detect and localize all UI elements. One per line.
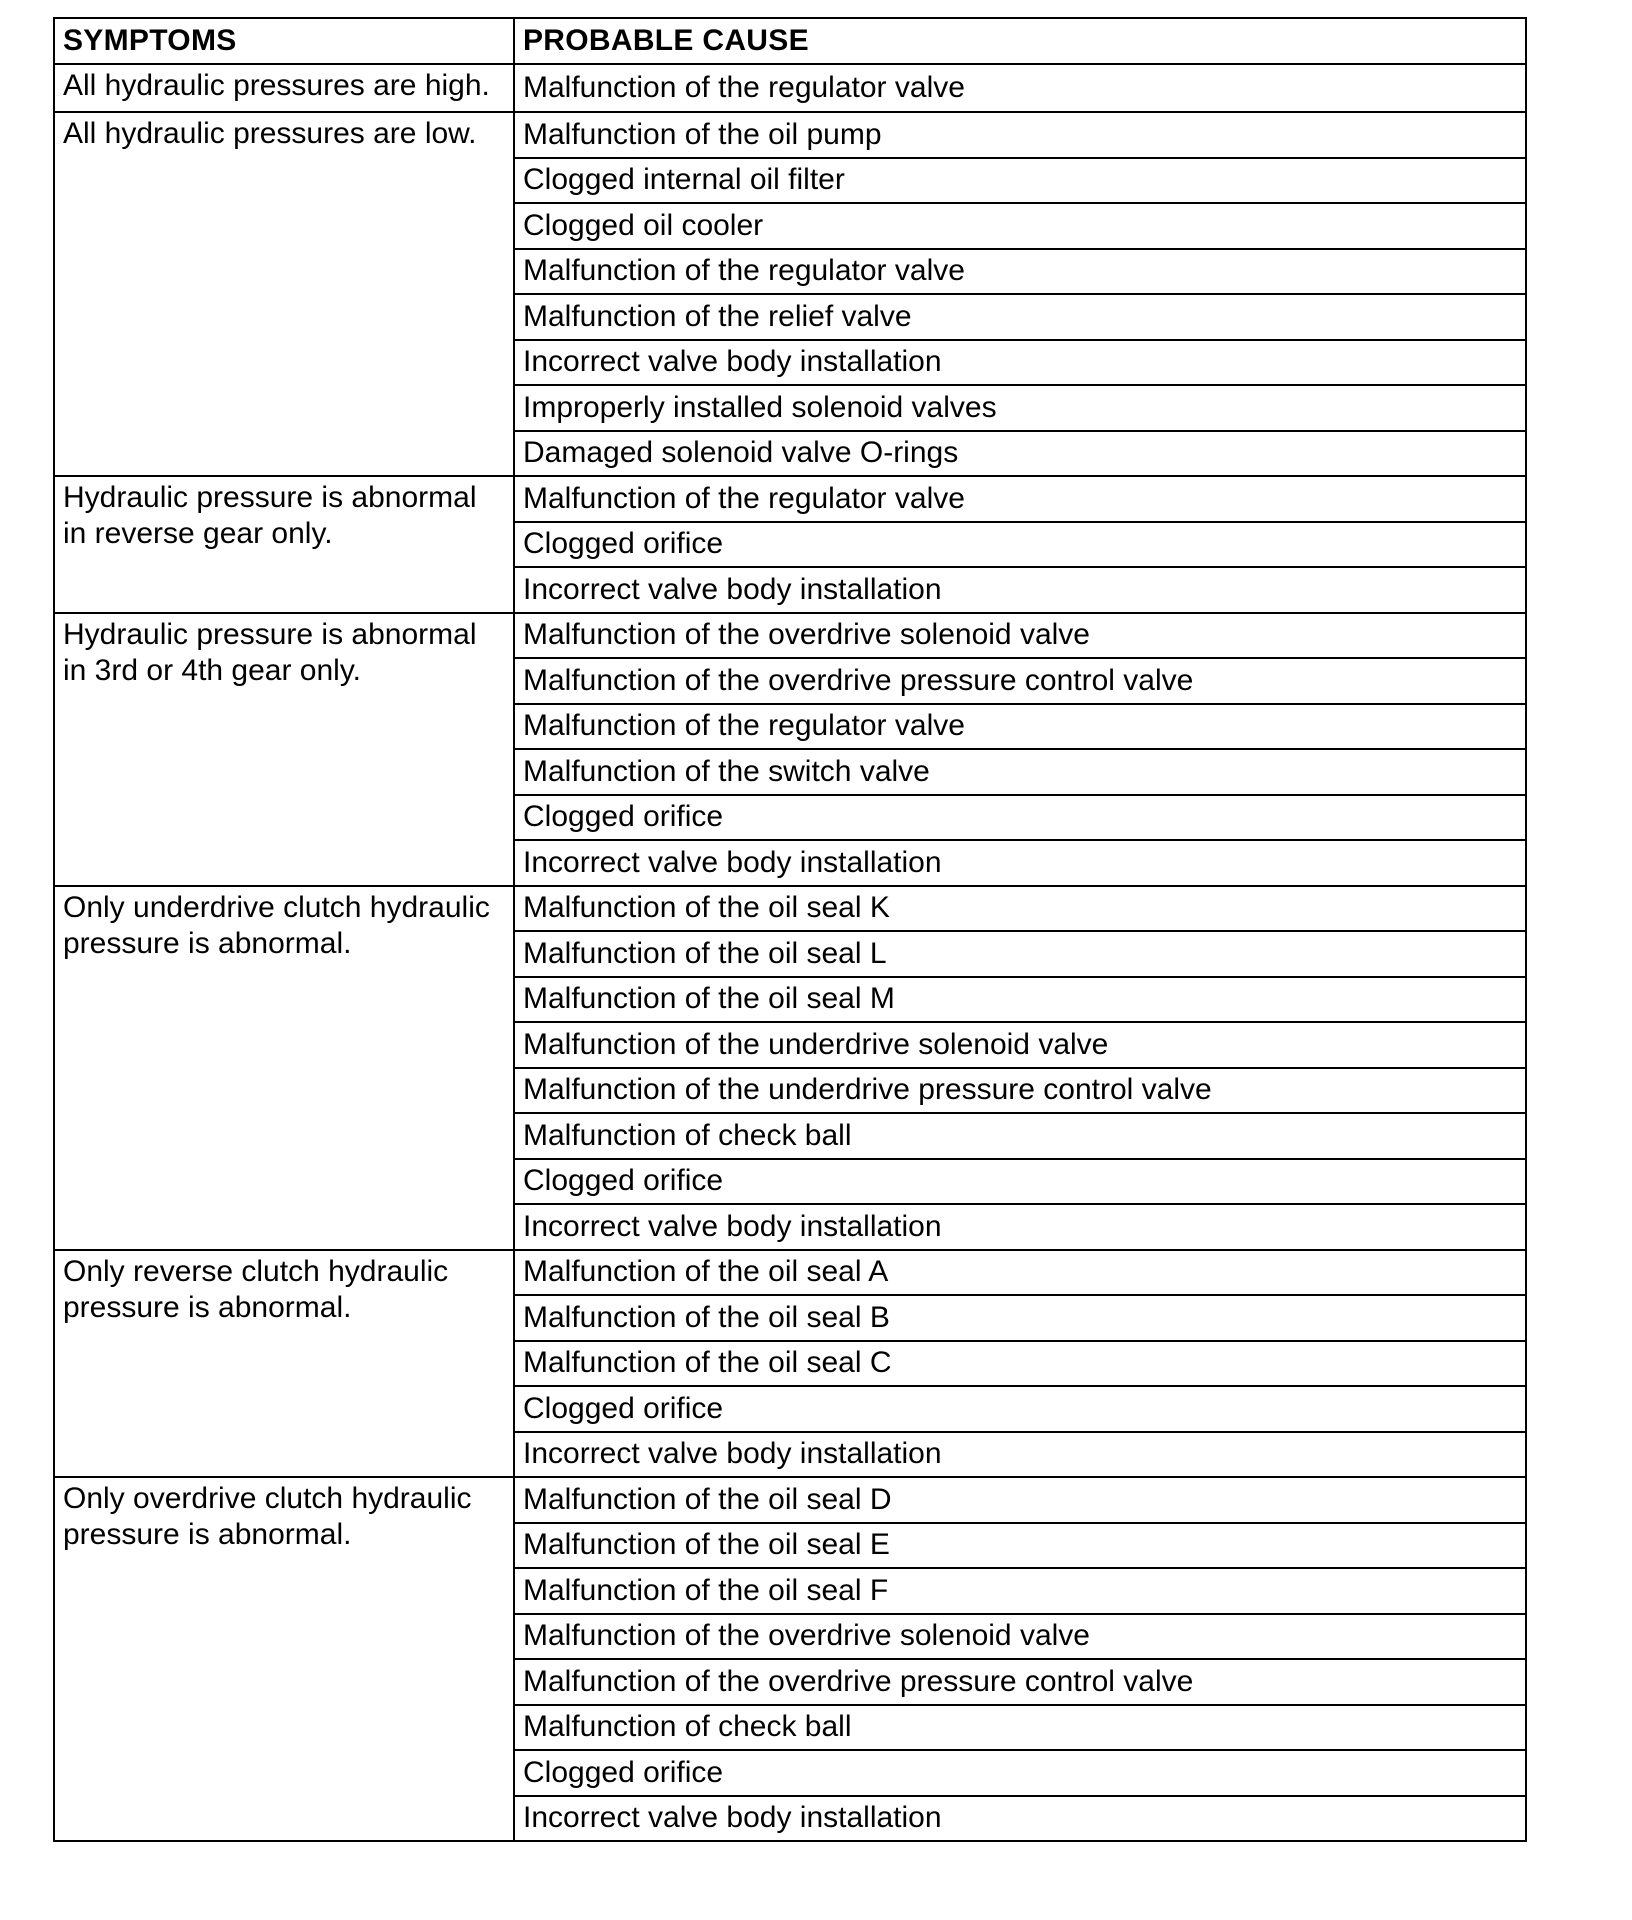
probable-cause-cell: Malfunction of the oil seal K	[514, 886, 1526, 932]
probable-cause-cell: Malfunction of the regulator valve	[514, 704, 1526, 750]
symptoms-causes-table	[53, 17, 1527, 1842]
symptom-cell: Only reverse clutch hydraulic pressure is abnormal.	[54, 1250, 514, 1478]
probable-cause-cell: Malfunction of the regulator valve	[514, 476, 1526, 522]
symptom-cell: All hydraulic pressures are high.	[54, 64, 514, 113]
probable-cause-cell: Malfunction of the oil pump	[514, 112, 1526, 158]
symptom-cell: All hydraulic pressures are low.	[54, 112, 514, 476]
probable-cause-cell: Clogged oil cooler	[514, 203, 1526, 249]
table-row	[54, 64, 1526, 113]
probable-cause-cell: Malfunction of the oil seal F	[514, 1568, 1526, 1614]
table-row	[54, 613, 1526, 659]
probable-cause-cell: Incorrect valve body installation	[514, 340, 1526, 386]
probable-cause-cell: Clogged internal oil filter	[514, 158, 1526, 204]
probable-cause-cell: Malfunction of the overdrive solenoid valve	[514, 1614, 1526, 1660]
probable-cause-cell: Clogged orifice	[514, 795, 1526, 841]
table-row	[54, 1477, 1526, 1523]
header-probable-cause: PROBABLE CAUSE	[514, 18, 1526, 64]
probable-cause-cell: Malfunction of the regulator valve	[514, 64, 1526, 113]
table-row	[54, 476, 1526, 522]
probable-cause-cell: Improperly installed solenoid valves	[514, 385, 1526, 431]
probable-cause-cell: Malfunction of the oil seal A	[514, 1250, 1526, 1296]
probable-cause-cell: Malfunction of the oil seal D	[514, 1477, 1526, 1523]
header-symptoms: SYMPTOMS	[54, 18, 514, 64]
probable-cause-cell: Malfunction of the oil seal B	[514, 1295, 1526, 1341]
probable-cause-cell: Clogged orifice	[514, 1159, 1526, 1205]
probable-cause-cell: Clogged orifice	[514, 522, 1526, 568]
table-body	[54, 64, 1526, 1842]
symptom-cell: Only overdrive clutch hydraulic pressure is abnormal.	[54, 1477, 514, 1841]
probable-cause-cell: Malfunction of check ball	[514, 1705, 1526, 1751]
probable-cause-cell: Incorrect valve body installation	[514, 1204, 1526, 1250]
probable-cause-cell: Malfunction of the oil seal C	[514, 1341, 1526, 1387]
probable-cause-cell: Incorrect valve body installation	[514, 1432, 1526, 1478]
probable-cause-cell: Malfunction of the relief valve	[514, 294, 1526, 340]
probable-cause-cell: Malfunction of the regulator valve	[514, 249, 1526, 295]
probable-cause-cell: Damaged solenoid valve O-rings	[514, 431, 1526, 477]
table-row	[54, 112, 1526, 158]
probable-cause-cell: Malfunction of the overdrive solenoid valve	[514, 613, 1526, 659]
probable-cause-cell: Malfunction of the overdrive pressure control valve	[514, 658, 1526, 704]
probable-cause-cell: Incorrect valve body installation	[514, 567, 1526, 613]
probable-cause-cell: Malfunction of the oil seal M	[514, 977, 1526, 1023]
probable-cause-cell: Clogged orifice	[514, 1750, 1526, 1796]
header-row	[54, 18, 1526, 64]
symptom-cell: Only underdrive clutch hydraulic pressure is abnormal.	[54, 886, 514, 1250]
table-row	[54, 1250, 1526, 1296]
table-row	[54, 886, 1526, 932]
probable-cause-cell: Incorrect valve body installation	[514, 1796, 1526, 1842]
symptom-cell: Hydraulic pressure is abnormal in reverse gear only.	[54, 476, 514, 613]
probable-cause-cell: Incorrect valve body installation	[514, 840, 1526, 886]
probable-cause-cell: Malfunction of check ball	[514, 1113, 1526, 1159]
symptom-cell: Hydraulic pressure is abnormal in 3rd or 4th gear only.	[54, 613, 514, 886]
probable-cause-cell: Malfunction of the oil seal L	[514, 931, 1526, 977]
probable-cause-cell: Malfunction of the underdrive pressure control valve	[514, 1068, 1526, 1114]
probable-cause-cell: Malfunction of the switch valve	[514, 749, 1526, 795]
probable-cause-cell: Malfunction of the oil seal E	[514, 1523, 1526, 1569]
probable-cause-cell: Malfunction of the overdrive pressure control valve	[514, 1659, 1526, 1705]
probable-cause-cell: Clogged orifice	[514, 1386, 1526, 1432]
probable-cause-cell: Malfunction of the underdrive solenoid valve	[514, 1022, 1526, 1068]
